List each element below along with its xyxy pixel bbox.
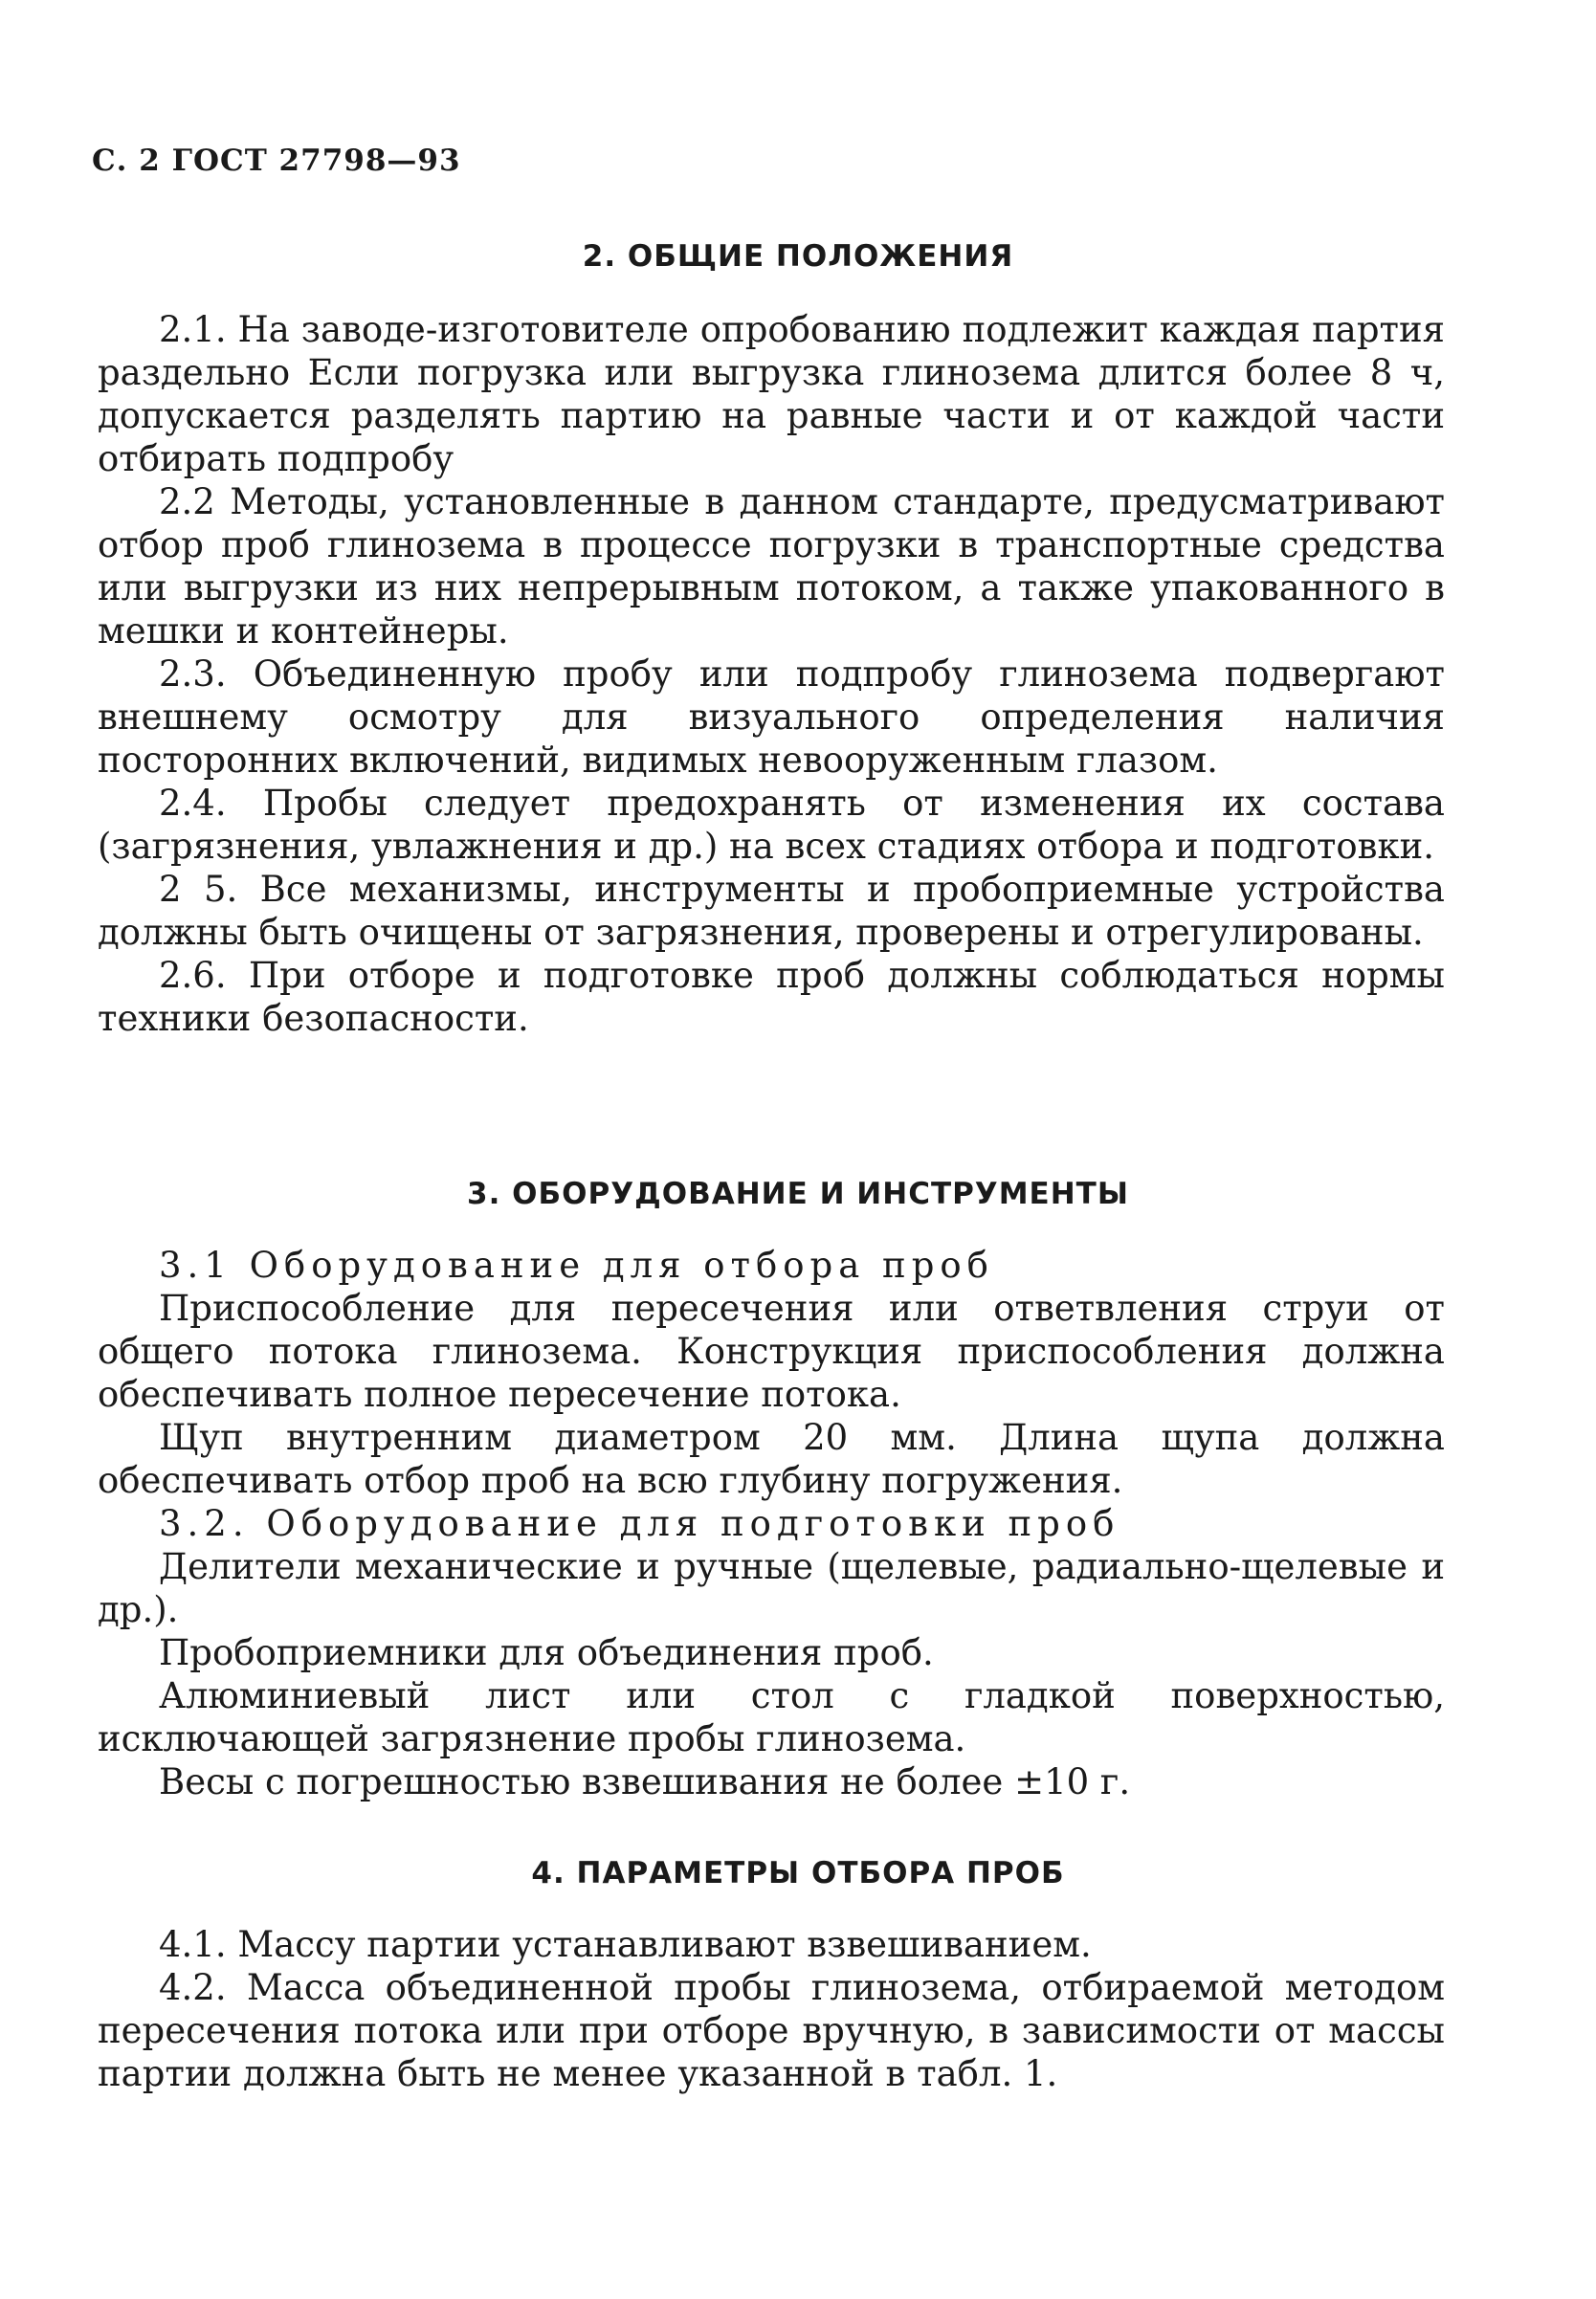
paragraph-2-3: 2.3. Объединенную пробу или подпробу глинозема подвергают внешнему осмотру для визуального определения наличия посторонних включений, видимых невооруженным глазом. (98, 653, 1445, 781)
paragraph-2-5: 2 5. Все механизмы, инструменты и пробоприемные устройства должны быть очищены от загрязнения, проверены и отрегулированы. (98, 869, 1445, 953)
section-body-equipment (98, 1244, 1445, 1803)
paragraph-3-2-b: Пробоприемники для объединения проб. (159, 1632, 934, 1673)
section-title-parameters: 4. ПАРАМЕТРЫ ОТБОРА ПРОБ (531, 1856, 1065, 1890)
paragraph-4-1: 4.1. Массу партии устанавливают взвешиванием. (159, 1924, 1092, 1965)
paragraph-3-2-d: Весы с погрешностью взвешивания не более ±10 г. (159, 1761, 1131, 1802)
paragraph-3-1-b: Щуп внутренним диаметром 20 мм. Длина щупа должна обеспечивать отбор проб на всю глубину погружения. (98, 1417, 1445, 1501)
paragraph-2-1: 2.1. На заводе-изготовителе опробованию подлежит каждая партия раздельно Если погрузка или выгрузка глинозема длится более 8 ч, допускается разделять партию на равные части и от каждой части отбирать подпробу (98, 309, 1445, 479)
subheading-3-2: 3.2. Оборудование для подготовки проб (159, 1503, 1120, 1544)
section-title-equipment: 3. ОБОРУДОВАНИЕ И ИНСТРУМЕНТЫ (467, 1177, 1129, 1211)
paragraph-3-1-a: Приспособление для пересечения или ответвления струи от общего потока глинозема. Конструкция приспособления должна обеспечивать полное пересечение потока. (98, 1288, 1445, 1415)
paragraph-2-4: 2.4. Пробы следует предохранять от изменения их состава (загрязнения, увлажнения и др.) на всех стадиях отбора и подготовки. (98, 783, 1445, 867)
section-body-general (98, 308, 1445, 1040)
paragraph-2-2: 2.2 Методы, установленные в данном стандарте, предусматривают отбор проб глинозема в процессе погрузки в транспортные средства или выгрузки из них непрерывным потоком, а также упакованного в мешки и контейнеры. (98, 481, 1445, 652)
paragraph-3-2-a: Делители механические и ручные (щелевые, радиально-щелевые и др.). (98, 1546, 1445, 1630)
subheading-3-1: 3.1 Оборудование для отбора проб (159, 1245, 994, 1286)
paragraph-2-6: 2.6. При отборе и подготовке проб должны соблюдаться нормы техники безопасности. (98, 955, 1445, 1039)
paragraph-3-2-c: Алюминиевый лист или стол с гладкой поверхностью, исключающей загрязнение пробы глинозема. (98, 1675, 1445, 1759)
section-body-parameters (98, 1923, 1445, 2095)
paragraph-4-2: 4.2. Масса объединенной пробы глинозема, отбираемой методом пересечения потока или при отборе вручную, в зависимости от массы партии должна быть не менее указанной в табл. 1. (98, 1967, 1445, 2094)
section-title-general: 2. ОБЩИЕ ПОЛОЖЕНИЯ (582, 239, 1014, 274)
page-header: С. 2 ГОСТ 27798—93 (92, 144, 461, 178)
